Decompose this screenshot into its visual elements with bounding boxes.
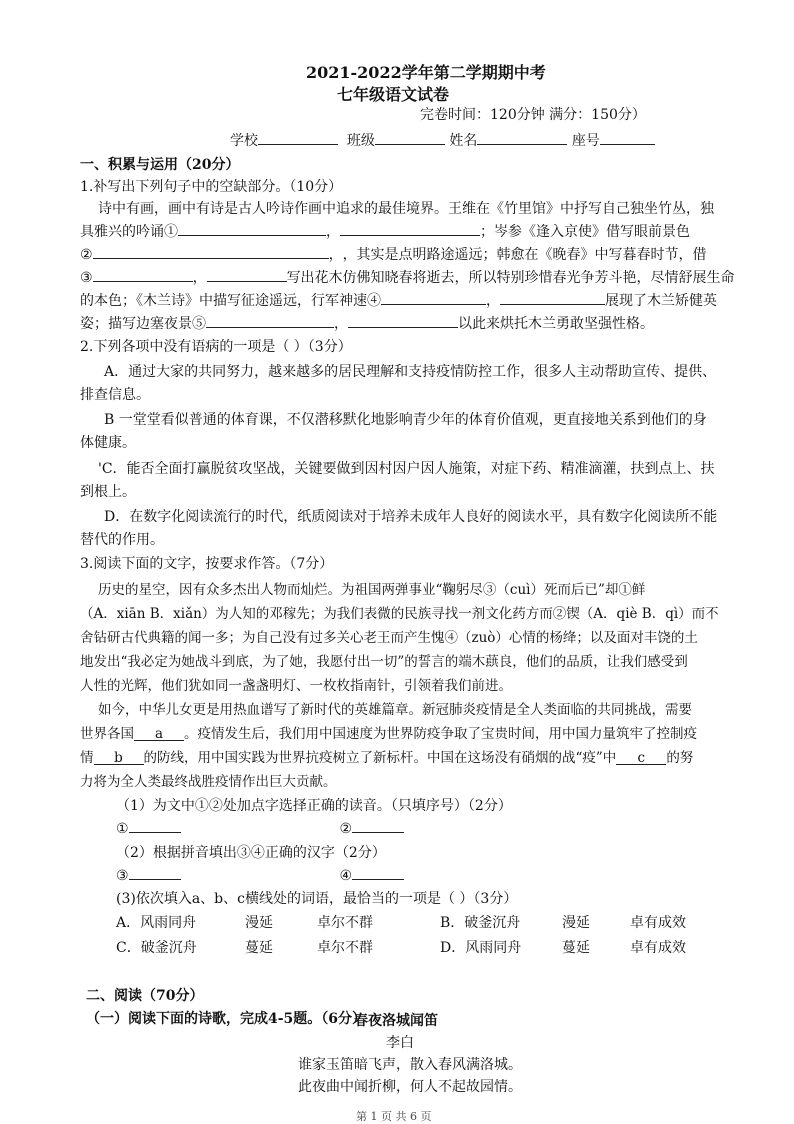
q3-para1-line1: 历史的星空，因有众多杰出人物而灿烂。为祖国两弹事业“鞠躬尽③（cuì）死而后已”却①鲜 [98,582,646,598]
q3-option-c-word2: 蔓延 [245,940,273,956]
blank-c[interactable]: c [616,750,666,765]
poem-author: 李白 [386,1035,414,1051]
q3-option-c-word3: 卓尔不群 [317,940,373,956]
q1-line6: 姿；描写边塞夜景⑤ ， 以此来烘托木兰勇敢坚强性格。 [80,313,654,333]
q3-sub1: （1）为文中①②处加点字选择正确的读音。（只填序号）（2分） [116,798,512,814]
q3-option-b-word3: 卓有成效 [630,915,686,931]
q3-option-c: C．破釜沉舟 [116,940,197,956]
q1-line5: 的本色；《木兰诗》中描写征途遥远，行军神速④ ， 展现了木兰矫健英 [80,290,717,310]
blank-3a[interactable] [93,267,193,282]
answer-2-blank[interactable] [352,818,404,833]
name-blank[interactable] [477,130,567,145]
seat-label: 座号 [571,133,600,149]
class-label: 班级 [346,133,375,149]
blank-1a[interactable] [178,221,326,236]
q3-option-b: B．破釜沉舟 [440,915,521,931]
q3-para1-line5: 人性的光辉，他们犹如同一盏盏明灯、一枚枚指南针，引领着我们前进。 [80,678,512,694]
q3-option-d-word2: 蔓延 [562,940,590,956]
q1-line4: ③ ， 写出花木仿佛知晓春将逝去，所以特别珍惜春光争芳斗艳，尽情舒展生命 [80,267,735,287]
time-info: 完卷时间：120分钟 满分：150分） [420,107,646,123]
q1-line2: 具雅兴的吟诵① ， ；岑参《逢入京使》借写眼前景色 [80,221,690,241]
q2-option-a-line1: A．通过大家的共同努力，越来越多的居民理解和支持疫情防控工作，很多人主动帮助宣传、提供、 [104,364,717,380]
q3-para1-line4: 地发出“我必定为她战斗到底，为了她，我愿付出一切”的誓言的端木蕻良，他们的品质，让我们感受到 [80,654,688,670]
blank-4b[interactable] [500,290,605,305]
q3-option-a-word3: 卓尔不群 [317,915,373,931]
q3-sub2-answers: ③ ④ [116,865,404,884]
exam-subtitle: 七年级语文试卷 [337,85,450,104]
section2-part1: （一）阅读下面的诗歌，完成4-5题。（6分） [86,1011,367,1027]
q3-para2-line4: 力将为全人类最终战胜疫情作出巨大贡献。 [80,774,337,790]
student-info-row [230,130,655,150]
q3-sub2: （2）根据拼音填出③④正确的汉字（2分） [116,845,386,861]
q2-option-d-line2: 替代的作用。 [80,532,164,548]
blank-3b[interactable] [207,267,287,282]
q1-line1: 诗中有画，画中有诗是古人吟诗作画中追求的最佳境界。王维在《竹里馆》中抒写自己独坐竹丛，独 [98,201,714,217]
blank-b[interactable]: b [94,750,144,765]
q3-sub1-answers: ① ② [116,818,404,837]
blank-4a[interactable] [381,290,486,305]
q3-para2-line3: 情 b 的防线，用中国实践为世界抗疫树立了新标杆。中国在这场没有硝烟的战“疫”中 c 的努 [80,750,694,766]
q3-para1-line3: 舍钻研古代典籍的闻一多；为自己没有过多关心老王而产生愧④（zuò）心情的杨绛；以及面对丰饶的土 [80,630,698,646]
answer-4-blank[interactable] [352,865,404,880]
blank-2a[interactable] [93,244,329,259]
q1-line3: ② ，，其实是点明路途遥远；韩愈在《晚春》中写暮春时节，借 [80,244,707,264]
q2-option-c-line2: 到根上。 [80,484,136,500]
q2-option-c-line1: 'C．能否全面打赢脱贫攻坚战，关键要做到因村因户因人施策，对症下药、精准滴灌，扶到点上、扶 [98,461,715,477]
q3-para2-line1: 如今，中华儿女更是用热血谱写了新时代的英雄篇章。新冠肺炎疫情是全人类面临的共同挑战，需要 [98,702,692,718]
q1-stem: 1.补写出下列句子中的空缺部分。（10分） [80,179,343,195]
poem-title: 春夜洛城闻笛 [354,1013,438,1029]
q2-option-b-line1: B 一堂堂看似普通的体育课，不仅潜移默化地影响青少年的体育价值观，更直接地关系到他们的身 [104,412,707,428]
blank-5a[interactable] [206,313,334,328]
q3-para1-line2: （A．xiān B．xiǎn）为人知的邓稼先；为我们表微的民族寻找一剂文化药方而②锲（A．qiè B．qì）而不 [80,606,719,622]
q2-stem: 2.下列各项中没有语病的一项是（ ）（3分） [80,339,352,355]
school-label: 学校 [230,133,258,149]
q3-option-d-word3: 卓有成效 [630,940,686,956]
q3-para2-line2: 世界各国 a 。疫情发生后，我们用中国速度为世界防疫争取了宝贵时间，用中国力量筑牢了控制疫 [80,726,697,742]
page-footer: 第 1 页 共 6 页 [356,1110,432,1123]
blank-5b[interactable] [348,313,458,328]
section2-title: 二、阅读（70分） [86,988,204,1004]
name-label: 姓名 [449,133,478,149]
q3-sub3: (3)依次填入a、b、c横线处的词语，最恰当的一项是（ ）（3分） [116,891,518,907]
answer-3-blank[interactable] [129,865,181,880]
q3-option-a-word2: 漫延 [245,915,273,931]
seat-blank[interactable] [600,130,655,145]
q3-option-b-word2: 漫延 [562,915,590,931]
section1-title: 一、积累与运用（20分） [80,157,240,173]
school-blank[interactable] [258,130,338,145]
poem-line1: 谁家玉笛暗飞声，散入春风满洛城。 [298,1057,522,1073]
q3-stem: 3.阅读下面的文字，按要求作答。（7分） [80,556,334,572]
exam-title: 2021-2022学年第二学期期中考 [306,63,546,82]
answer-1-blank[interactable] [129,818,181,833]
q2-option-a-line2: 排查信息。 [80,387,150,403]
q3-option-a: A．风雨同舟 [116,915,197,931]
poem-line2: 此夜曲中闻折柳，何人不起故园情。 [298,1079,522,1095]
blank-a[interactable]: a [134,726,184,741]
blank-1b[interactable] [340,221,480,236]
class-blank[interactable] [375,130,445,145]
q2-option-d-line1: D．在数字化阅读流行的时代，纸质阅读对于培养未成年人良好的阅读水平，具有数字化阅读所不能 [104,509,718,525]
q3-option-d: D．风雨同舟 [440,940,522,956]
q2-option-b-line2: 体健康。 [80,435,136,451]
